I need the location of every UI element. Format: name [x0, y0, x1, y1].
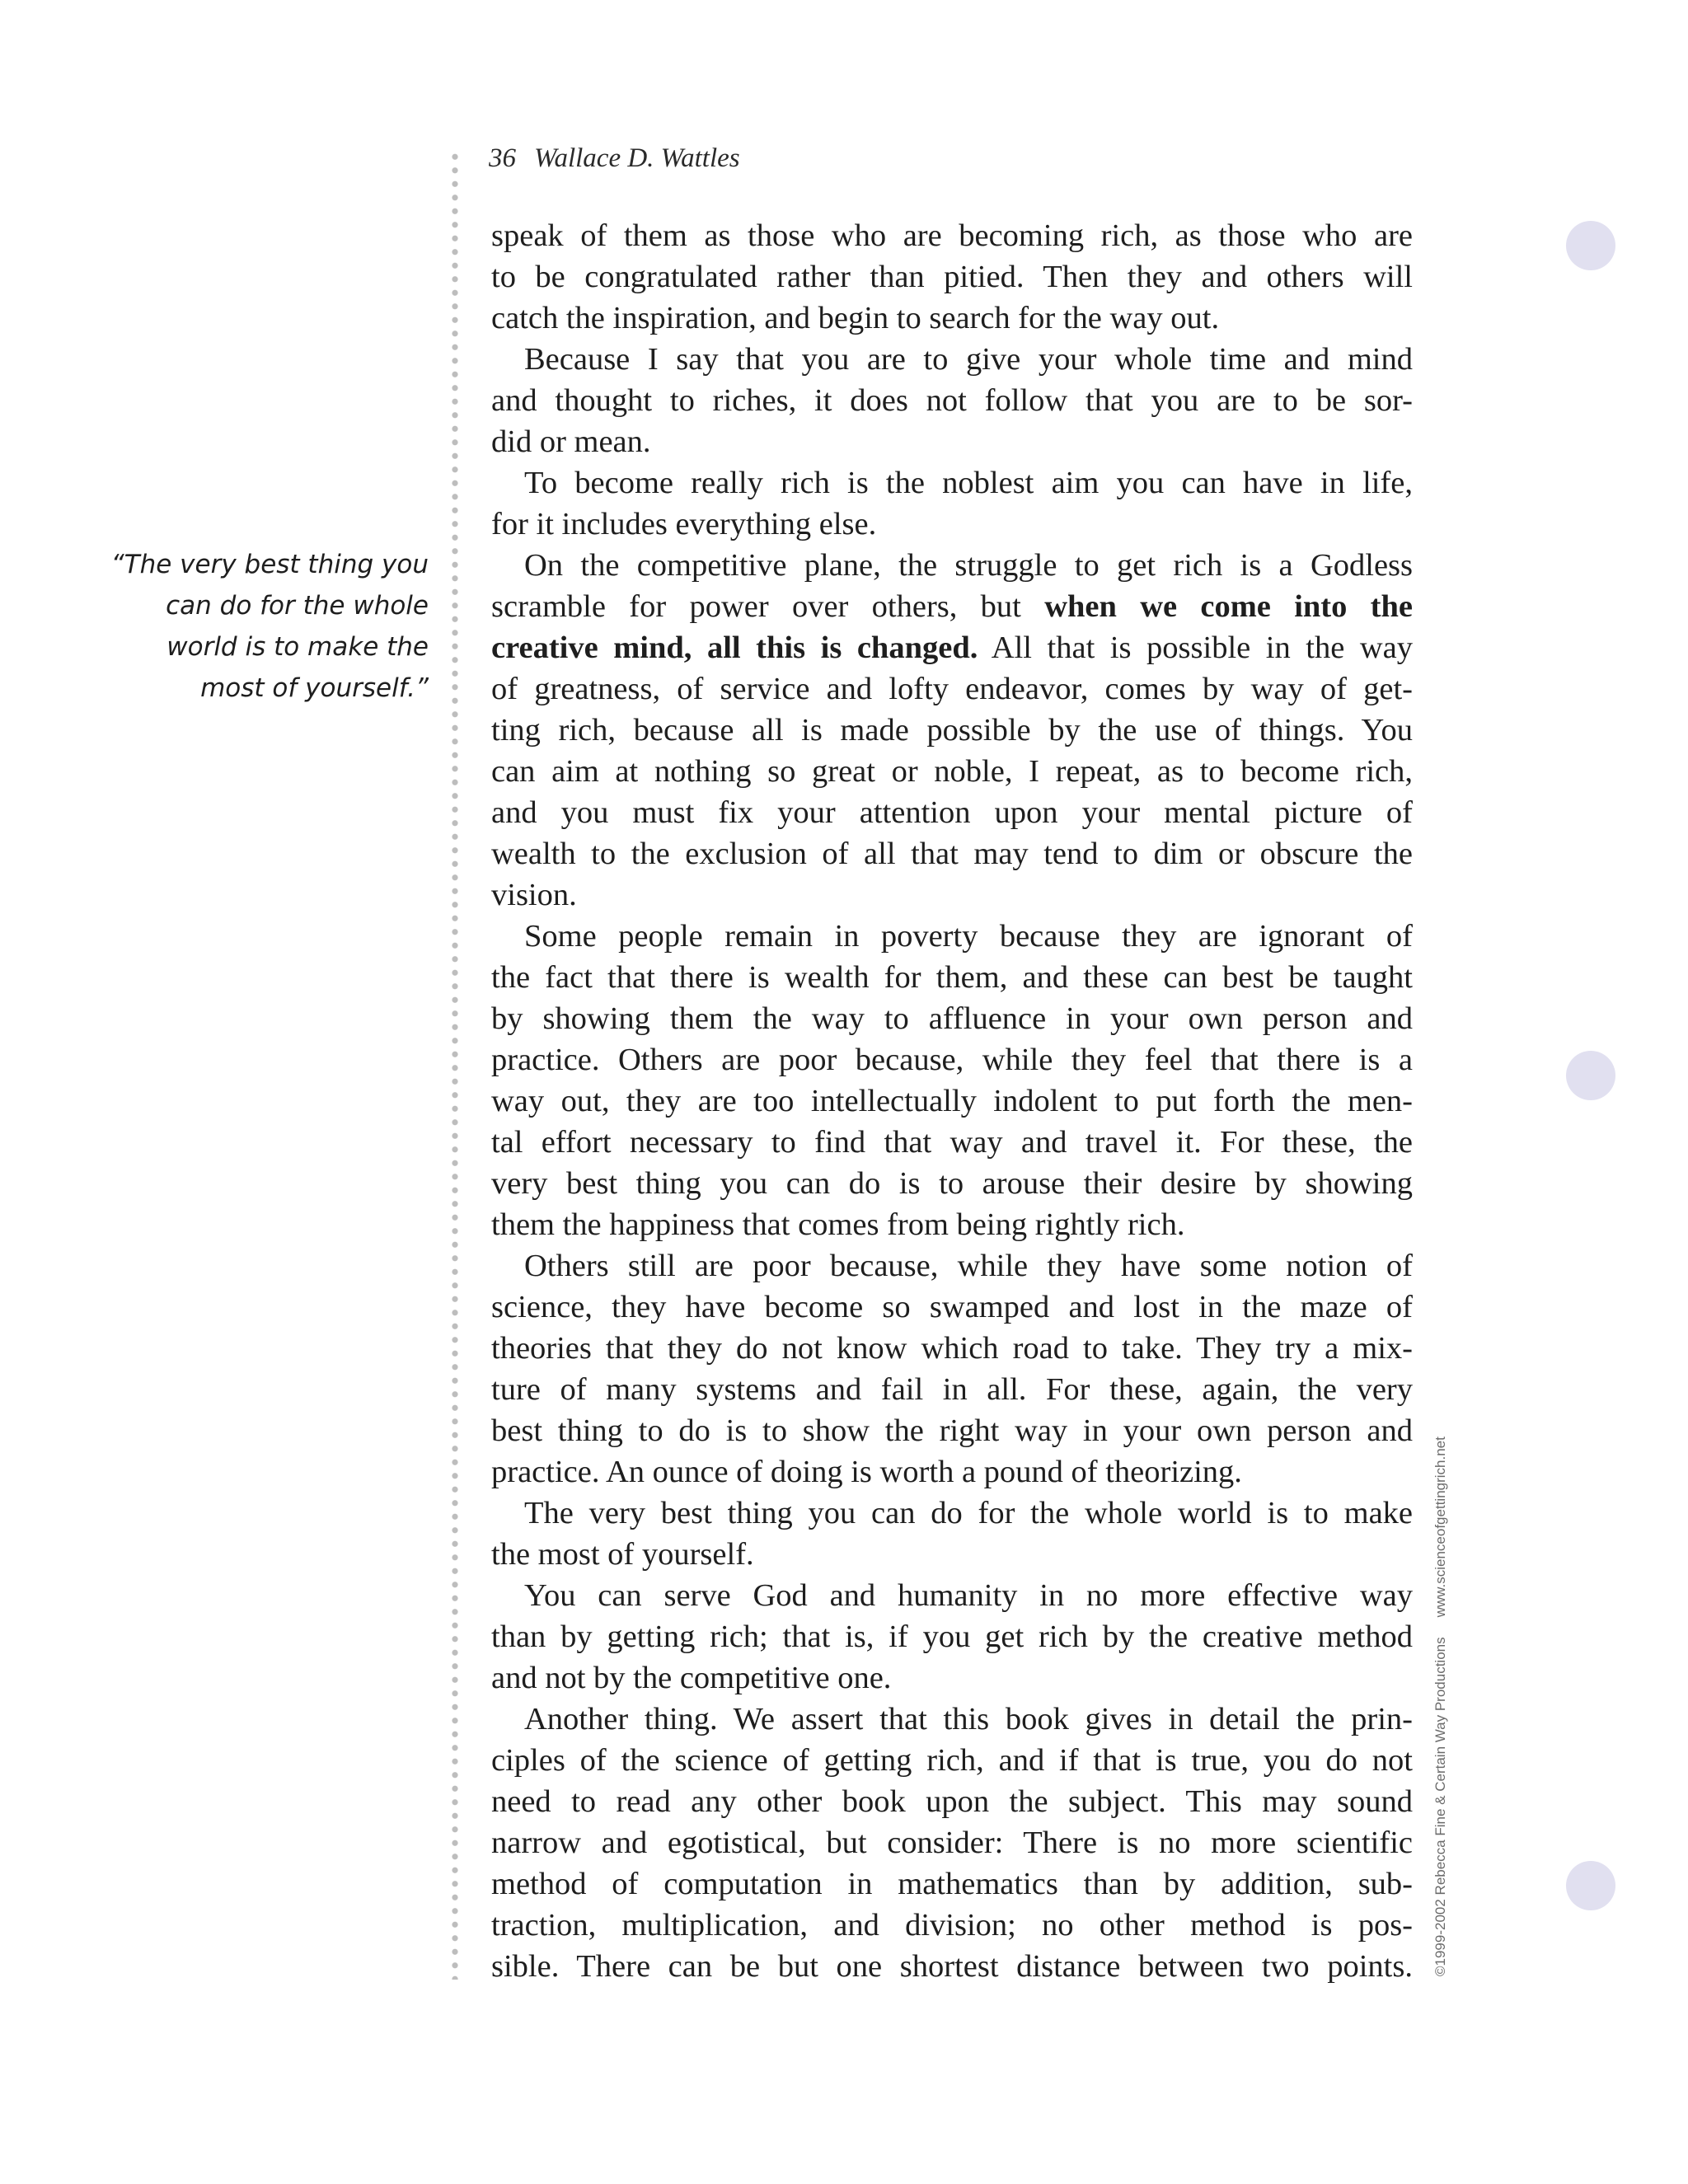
text-line: vision. — [491, 878, 577, 912]
text-line: and you must fix your attention upon your mental picture of — [491, 795, 1413, 830]
body-text — [491, 215, 1413, 1987]
text-line — [491, 586, 1413, 627]
copyright-text: ©1999-2002 Rebecca Fine & Certain Way Productions — [1432, 1637, 1448, 1976]
text-line: ciples of the science of getting rich, and if that is true, you do not — [491, 1743, 1413, 1778]
text-line: best thing to do is to show the right way in your own person and — [491, 1413, 1413, 1448]
copyright-url: www.scienceofgettingrich.net — [1432, 1436, 1448, 1618]
text-line: narrow and egotistical, but consider: There is no more scientific — [491, 1825, 1413, 1860]
text-line: Others still are poor because, while they have some notion of — [524, 1249, 1413, 1283]
text-line: the fact that there is wealth for them, and these can best be taught — [491, 960, 1413, 995]
pull-quote — [99, 544, 429, 709]
text-line: traction, multiplication, and division; no other method is pos- — [491, 1908, 1413, 1943]
text-line: and thought to riches, it does not follow that you are to be sor- — [491, 383, 1413, 418]
text-line: theories that they do not know which road to take. They try a mix- — [491, 1331, 1413, 1366]
text-run: All that is possible in the way — [978, 630, 1413, 665]
text-line: Some people remain in poverty because they are ignorant of — [524, 919, 1413, 954]
text-line: and not by the competitive one. — [491, 1661, 892, 1695]
text-line: ting rich, because all is made possible by the use of things. You — [491, 713, 1413, 748]
text-run: scramble for power over others, but — [491, 589, 1045, 624]
text-line: the most of yourself. — [491, 1537, 754, 1572]
page-number: 36 — [489, 143, 516, 173]
text-line: wealth to the exclusion of all that may tend to dim or obscure the — [491, 837, 1413, 871]
text-line: did or mean. — [491, 424, 651, 459]
text-line: very best thing you can do is to arouse their desire by showing — [491, 1166, 1413, 1201]
binder-hole — [1566, 1861, 1615, 1910]
text-line: by showing them the way to affluence in your own person and — [491, 1001, 1413, 1036]
text-line: can aim at nothing so great or noble, I repeat, as to become rich, — [491, 754, 1413, 789]
text-line: method of computation in mathematics than by addition, sub- — [491, 1867, 1413, 1901]
pull-quote-line: “The very best thing you — [110, 550, 429, 579]
text-line: ture of many systems and fail in all. For these, again, the very — [491, 1372, 1413, 1407]
text-line: science, they have become so swamped and lost in the maze of — [491, 1290, 1413, 1324]
text-line: You can serve God and humanity in no more effective way — [524, 1578, 1413, 1613]
bold-emphasis: creative mind, all this is changed. — [491, 630, 978, 665]
text-line: Because I say that you are to give your whole time and mind — [524, 342, 1413, 377]
text-line: way out, they are too intellectually indolent to put forth the men- — [491, 1084, 1413, 1118]
text-line: On the competitive plane, the struggle to get rich is a Godless — [524, 548, 1413, 583]
text-line: speak of them as those who are becoming rich, as those who are — [491, 218, 1413, 253]
text-line: for it includes everything else. — [491, 507, 877, 541]
binder-hole — [1566, 221, 1615, 270]
binder-hole — [1566, 1051, 1615, 1100]
header-author: Wallace D. Wattles — [534, 143, 740, 173]
text-line: need to read any other book upon the subject. This may sound — [491, 1784, 1413, 1819]
text-line: than by getting rich; that is, if you get rich by the creative method — [491, 1619, 1413, 1654]
text-line: to be congratulated rather than pitied. Then they and others will — [491, 260, 1413, 294]
pull-quote-line: can do for the whole — [166, 591, 429, 621]
bold-emphasis: when we come into the — [1044, 589, 1413, 624]
text-line: practice. Others are poor because, while they feel that there is a — [491, 1043, 1413, 1077]
running-header — [489, 143, 740, 174]
copyright-notice — [1432, 1436, 1449, 1976]
pull-quote-line: world is to make the — [166, 632, 429, 662]
text-line: sible. There can be but one shortest distance between two points. — [491, 1949, 1413, 1984]
pull-quote-line: most of yourself.” — [200, 673, 429, 703]
text-line: practice. An ounce of doing is worth a pound of theorizing. — [491, 1455, 1242, 1489]
text-line: To become really rich is the noblest aim you can have in life, — [524, 466, 1413, 500]
text-line: them the happiness that comes from being rightly rich. — [491, 1207, 1185, 1242]
text-line: of greatness, of service and lofty endeavor, comes by way of get- — [491, 672, 1413, 706]
text-line: catch the inspiration, and begin to search for the way out. — [491, 301, 1220, 335]
dotted-margin-rule — [452, 150, 458, 1980]
text-line: The very best thing you can do for the whole world is to make — [524, 1496, 1413, 1530]
text-line: tal effort necessary to find that way and travel it. For these, the — [491, 1125, 1413, 1160]
text-line: Another thing. We assert that this book gives in detail the prin- — [524, 1702, 1413, 1736]
text-line — [491, 627, 1413, 668]
